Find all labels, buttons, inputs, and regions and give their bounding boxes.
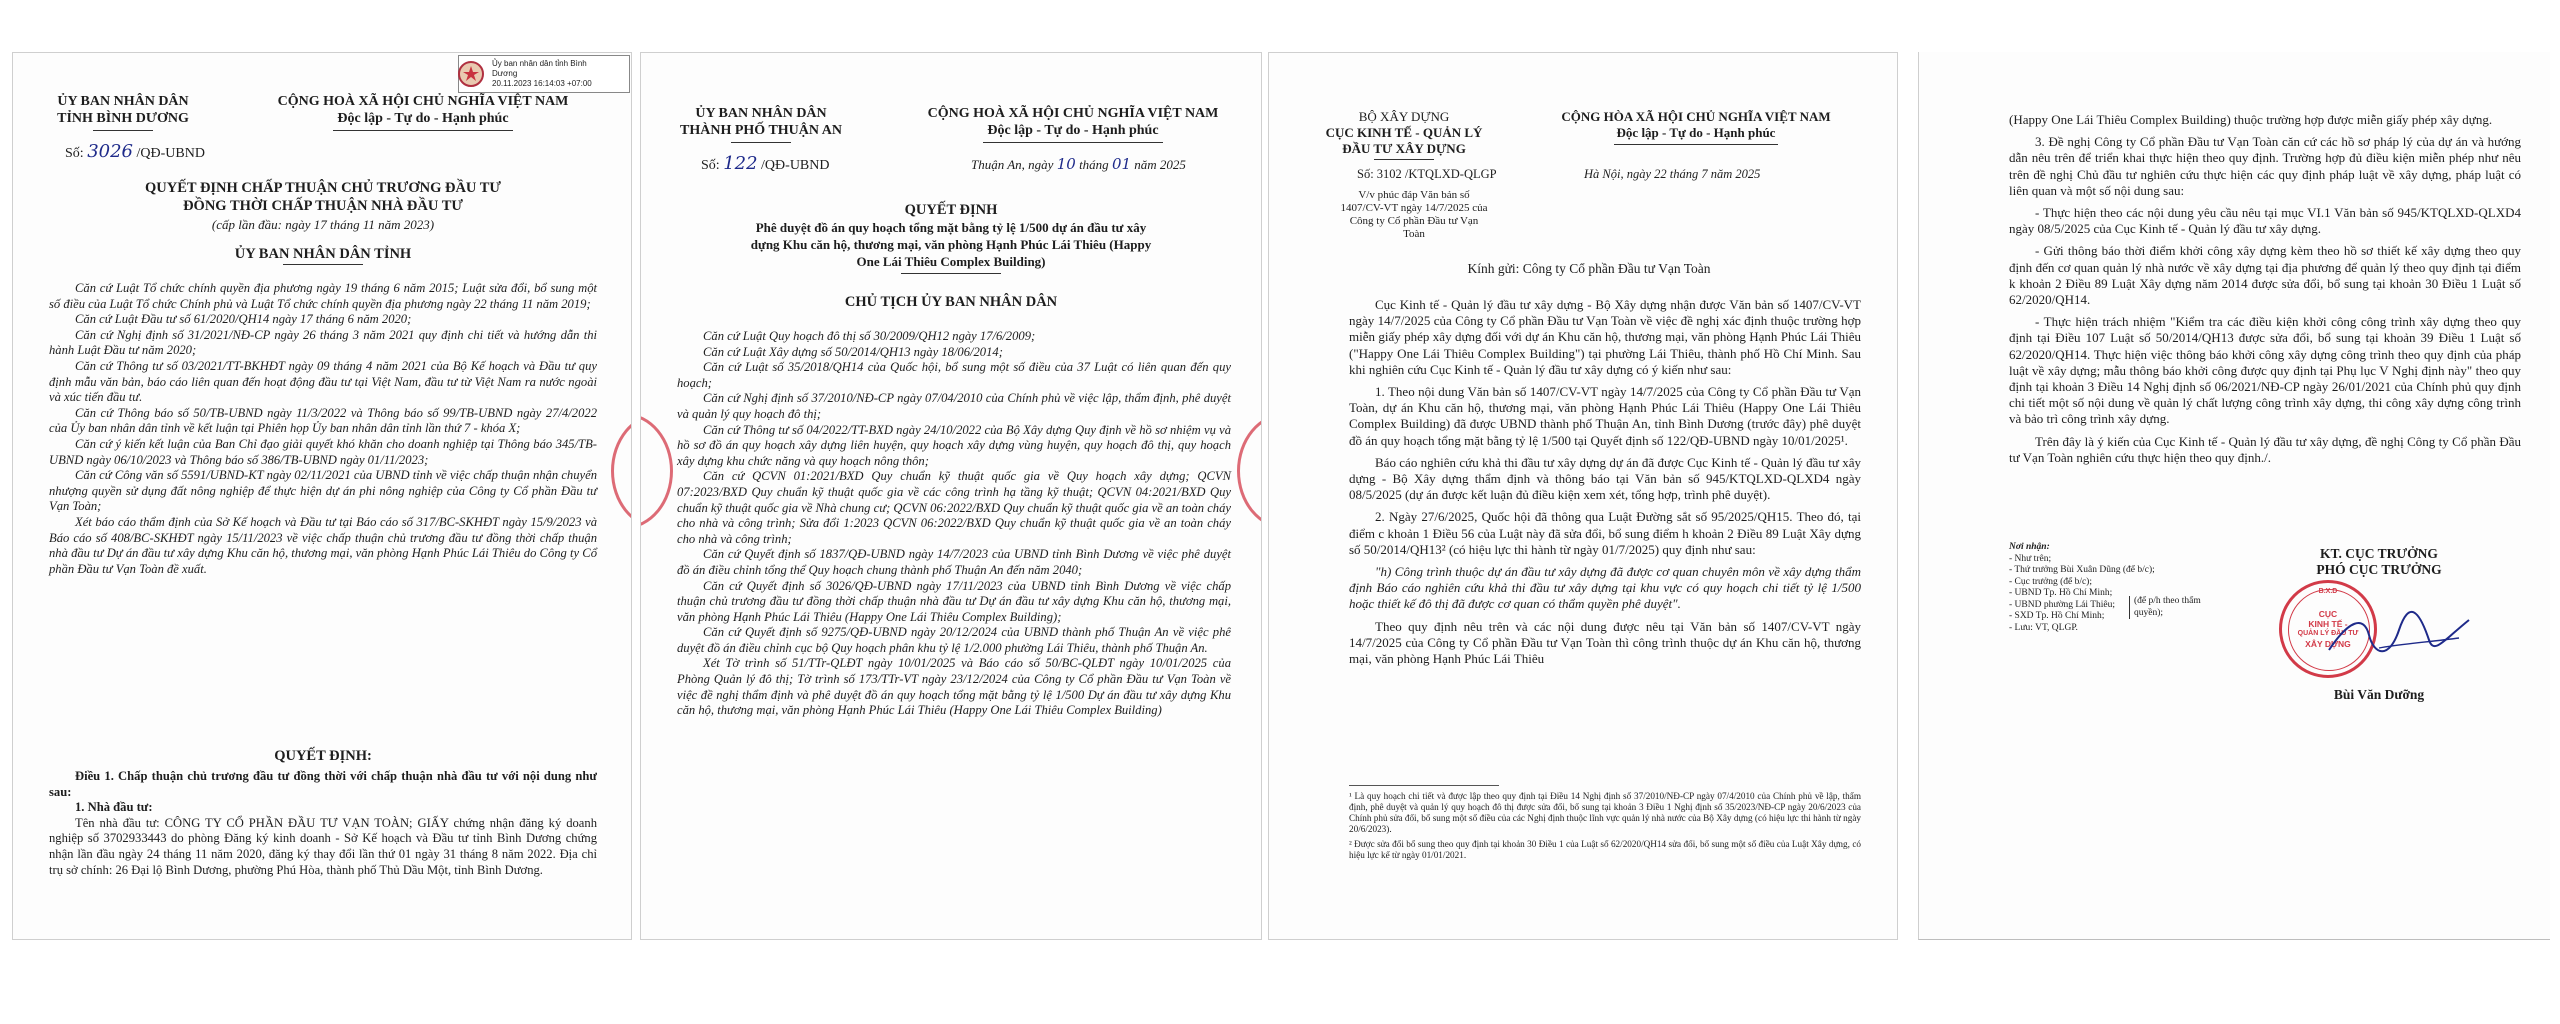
basis-paragraph: Căn cứ Luật Xây dựng số 50/2014/QH13 ngày 18/06/2014; xyxy=(703,344,1003,359)
authority-heading: ỦY BAN NHÂN DÂN TỈNH xyxy=(234,246,412,262)
issuer-header xyxy=(1309,109,1499,157)
basis-paragraph: Căn cứ Thông tư số 04/2022/TT-BXD ngày 24/10/2022 của Bộ Xây dựng Quy định về hồ sơ nhiệm vụ và hồ sơ đồ án quy hoạch xây dựng liên huyện, quy hoạch xây dựng vùng huyện, quy hoạch đô thị, quy hoạch xây dựng khu chức năng và quy hoạch nông thôn; xyxy=(677,422,1231,468)
investor-details: Tên nhà đầu tư: CÔNG TY CỔ PHẦN ĐẦU TƯ VẠN TOÀN; GIẤY chứng nhận đăng ký doanh nghiệp số 3702933443 do phòng Đăng ký kinh doanh - Sở Kế hoạch và Đầu tư tỉnh Bình Dương chứng nhận lần đầu ngày 24 tháng 11 năm 2020, đăng ký thay đổi lần thứ 01 ngày 31 tháng 8 năm 2022. Địa chỉ trụ sở chính: 26 Đại lộ Bình Dương, phường Phú Hòa, thành phố Thủ Dầu Một, tỉnh Bình Dương. xyxy=(49,815,597,877)
letter-body-continued xyxy=(2009,112,2521,466)
body-paragraph: Cục Kinh tế - Quản lý đầu tư xây dựng - Bộ Xây dựng nhận được Văn bản số 1407/CV-VT ngày 14/7/2025 của Công ty Cổ phần Đầu tư Vạn Toàn về việc đề nghị xác định thuộc trường hợp miễn giấy phép xây dựng đối với dự án Khu căn hộ, thương mại, văn phòng Hạnh Phúc Lái Thiêu ("Happy One Lái Thiêu Complex Building") tại phường Lái Thiêu, thành phố Hồ Chí Minh. Sau khi nghiên cứu Cục Kinh tế - Quản lý đầu tư xây dựng có ý kiến như sau: xyxy=(1349,297,1861,377)
stamp-text-line: CỤC xyxy=(2318,609,2338,619)
basis-paragraph: Căn cứ Luật số 35/2018/QH14 của Quốc hội, bổ sung một số điều của 37 Luật có liên quan đến quy hoạch; xyxy=(677,360,1231,390)
body-paragraph: (Happy One Lái Thiêu Complex Building) thuộc trường hợp được miễn giấy phép xây dựng. xyxy=(2009,112,2493,127)
decision-title-line-2: ĐỒNG THỜI CHẤP THUẬN NHÀ ĐẦU TƯ xyxy=(183,198,463,214)
basis-paragraph: Căn cứ Luật Tổ chức chính quyền địa phương ngày 19 tháng 6 năm 2015; Luật sửa đổi, bổ sung một số điều của Luật Tổ chức Chính phủ và Luật Tổ chức chính quyền địa phương ngày 22 tháng 11 năm 2019; xyxy=(49,281,597,311)
national-motto: Độc lập - Tự do - Hạnh phúc xyxy=(1616,125,1776,140)
stamp-text-line: KINH TẾ - xyxy=(2308,619,2348,629)
decision-title xyxy=(73,179,573,215)
authority-heading: CHỦ TỊCH ỦY BAN NHÂN DÂN xyxy=(844,294,1058,310)
nation-name: CỘNG HÒA XÃ HỘI CHỦ NGHĨA VIỆT NAM xyxy=(1561,109,1831,124)
number-handwritten: 3026 xyxy=(87,141,133,162)
signature-line-1: Ủy ban nhân dân tỉnh Bình xyxy=(492,59,587,68)
article-1-heading: Điều 1. Chấp thuận chủ trương đầu tư đồng thời với chấp thuận nhà đầu tư với nội dung như sau: xyxy=(49,769,597,799)
recipient-item: - SXD Tp. Hồ Chí Minh; xyxy=(2009,611,2105,621)
document-page-1 xyxy=(12,52,632,940)
basis-paragraph: Xét Tờ trình số 51/TTr-QLĐT ngày 10/01/2025 và Báo cáo số 50/BC-QLĐT ngày 10/01/2025 của Phòng Quản lý đô thị; Tờ trình số 173/TTr-VT ngày 23/12/2024 của Công ty Cổ phần Đầu tư Vạn Toàn về việc đề nghị thẩm định và phê duyệt đồ án quy hoạch tổng mặt bằng tỷ lệ 1/500 Dự án đầu tư xây dựng Khu căn hộ, thương mại, văn phòng Hạnh Phúc Lái Thiêu (Happy One Lái Thiêu Complex Building) xyxy=(677,656,1231,718)
signature-title-line-1: KT. CỤC TRƯỞNG xyxy=(2320,546,2438,561)
signature-title-line-2: PHÓ CỤC TRƯỞNG xyxy=(2316,562,2442,577)
basis-paragraph: Căn cứ ý kiến kết luận của Ban Chỉ đạo giải quyết khó khăn cho doanh nghiệp tại Thông báo 345/TB-UBND ngày 06/10/2023 và Thông báo số 386/TB-UBND ngày 01/11/2023; xyxy=(49,436,597,467)
decision-title: QUYẾT ĐỊNH xyxy=(904,202,998,218)
recipient-item: - UBND Tp. Hồ Chí Minh; xyxy=(2009,588,2113,598)
body-paragraph: Trên đây là ý kiến của Cục Kinh tế - Quản lý đầu tư xây dựng, đề nghị Công ty Cổ phần Đầu tư Vạn Toàn nghiên cứu thực hiện theo quy định./. xyxy=(2009,433,2521,465)
signature-title xyxy=(2259,546,2499,578)
motto-underline xyxy=(1614,144,1778,145)
issuer-line-1: ỦY BAN NHÂN DÂN xyxy=(57,94,189,109)
issuer-line-2: THÀNH PHỐ THUẬN AN xyxy=(680,123,842,138)
date-month: 01 xyxy=(1111,155,1132,173)
document-number xyxy=(65,141,205,162)
reference-subject: V/v phúc đáp Văn bản số 1407/CV-VT ngày 14/7/2025 của Công ty Cổ phần Đầu tư Vạn Toàn xyxy=(1340,189,1488,240)
issuer-line-1: ỦY BAN NHÂN DÂN xyxy=(695,106,827,121)
motto-underline xyxy=(983,142,1163,143)
recipient-line: Kính gửi: Công ty Cổ phần Đầu tư Vạn Toàn xyxy=(1467,261,1711,276)
ministry-name: BỘ XÂY DỰNG xyxy=(1358,109,1450,124)
recipients-block xyxy=(2009,542,2229,634)
handwritten-signature-icon xyxy=(2319,600,2479,670)
date-place: Thuận An, ngày xyxy=(971,157,1054,172)
subject-underline xyxy=(901,273,1001,274)
document-number: Số: 3102 /KTQLXD-QLGP xyxy=(1357,167,1497,181)
emblem-icon xyxy=(457,60,485,88)
basis-paragraph: Căn cứ Thông tư số 03/2021/TT-BKHĐT ngày 09 tháng 4 năm 2021 của Bộ Kế hoạch và Đầu tư quy định mẫu văn bản, báo cáo liên quan đến hoạt động đầu tư tại Việt Nam, đầu tư từ Việt Nam ra nước ngoài và xúc tiến đầu tư. xyxy=(49,358,597,405)
body-paragraph: Báo cáo nghiên cứu khả thi đầu tư xây dựng dự án đã được Cục Kinh tế - Quản lý đầu tư xây dựng - Bộ Xây dựng thẩm định và thông báo tại Văn bản số 945/KTQLXD-QLXD4 ngày 08/5/2025 (dự án được kết luận đủ điều kiện xem xét, tổng hợp, trình phê duyệt). xyxy=(1349,454,1861,503)
footnote-1: ¹ Là quy hoạch chi tiết và được lập theo quy định tại Điều 14 Nghị định số 37/2010/NĐ-CP ngày 07/4/2010 của Chính phủ về lập, thẩm định, phê duyệt và quản lý quy hoạch đô thị được sửa đổi, bổ sung tại khoản 3 Điều 1 Nghị định số 35/2023/NĐ-CP ngày 20/6/2023 của Chính phủ sửa đổi, bổ sung một số điều của các Nghị định thuộc lĩnh vực quản lý nhà nước của Bộ Xây dựng (có hiệu lực thi hành từ ngày 20/6/2023). xyxy=(1349,791,1861,834)
issuer-header xyxy=(661,105,861,139)
body-paragraph: 1. Theo nội dung Văn bản số 1407/CV-VT ngày 14/7/2025 của Công ty Cổ phần Đầu tư Vạn Toàn, dự án Khu căn hộ, thương mại, văn phòng Hạnh Phúc Lái Thiêu (Happy One Lái Thiêu Complex Building) đã được UBND thành phố Thuận An, tỉnh Bình Dương (trước đây) phê duyệt đồ án quy hoạch tổng mặt bằng tỷ lệ 1/500 tại Quyết định số 122/QĐ-UBND ngày 10/01/2025¹. xyxy=(1349,384,1861,448)
signature-line-2: Dương xyxy=(492,69,518,78)
document-date xyxy=(971,155,1186,173)
header-underline xyxy=(93,130,153,131)
body-paragraph: 3. Đề nghị Công ty Cổ phần Đầu tư Vạn Toàn căn cứ các hồ sơ pháp lý của dự án và hướng dẫn nêu trên để triển khai thực hiện theo quy định. Trường hợp đủ điều kiện miễn phép như nêu trên đề nghị Chủ đầu tư nghiên cứu thực hiện các quy định pháp luật về xây dựng, pháp luật có liên quan và một số nội dung sau: xyxy=(2009,134,2521,198)
national-header xyxy=(903,105,1243,139)
legal-basis-list xyxy=(677,329,1231,719)
recipient-item: - Thứ trưởng Bùi Xuân Dũng (để b/c); xyxy=(2009,565,2155,575)
body-paragraph: 2. Ngày 27/6/2025, Quốc hội đã thông qua Luật Đường sắt số 95/2025/QH15. Theo đó, tại điểm c khoản 1 Điều 56 của Luật này đã sửa đổi, bổ sung điểm h khoản 2 Điều 89 Luật Xây dựng số 50/2014/QH13² (có hiệu lực thi hành từ ngày 01/7/2025) quy định như sau: xyxy=(1349,509,1861,557)
issuer-line-2: TỈNH BÌNH DƯƠNG xyxy=(57,111,189,126)
decide-heading: QUYẾT ĐỊNH: xyxy=(274,748,372,764)
number-handwritten: 122 xyxy=(723,153,758,174)
date-day: 10 xyxy=(1056,155,1076,173)
stamp-text-line: QUẢN LÝ ĐẦU TƯ xyxy=(2297,630,2359,637)
document-page-2 xyxy=(640,52,1262,940)
issuer-line-2: ĐẦU TƯ XÂY DỰNG xyxy=(1342,141,1466,156)
legal-basis-list xyxy=(49,281,597,577)
letter-body xyxy=(1349,297,1861,667)
red-stamp-edge xyxy=(611,413,632,529)
recipients-note: (để p/h theo thẩm quyền); xyxy=(2129,596,2204,619)
basis-paragraph: Căn cứ Quyết định số 9275/QĐ-UBND ngày 20/12/2024 của UBND thành phố Thuận An về việc phê duyệt đồ án điều chỉnh cục bộ Quy hoạch phân khu tỷ lệ 1/2.000 phường Lái Thiêu, thành phố Thuận An. xyxy=(677,625,1231,655)
issue-date: (cấp lần đầu: ngày 17 tháng 11 năm 2023) xyxy=(211,217,435,232)
red-stamp-edge xyxy=(640,413,673,529)
number-suffix: /QĐ-UBND xyxy=(761,158,830,173)
basis-paragraph: Căn cứ Quyết định số 1837/QĐ-UBND ngày 14/7/2023 của UBND tỉnh Bình Dương về việc phê duyệt đồ án điều chỉnh tổng thể Quy hoạch chung thành phố Thuận An đến năm 2040; xyxy=(677,547,1231,577)
issuer-header xyxy=(33,93,213,127)
number-prefix: Số: xyxy=(701,158,720,173)
red-stamp-edge xyxy=(1237,413,1262,529)
basis-paragraph: Căn cứ Luật Quy hoạch đô thị số 30/2009/QH12 ngày 17/6/2009; xyxy=(703,329,1036,343)
date-month-label: tháng xyxy=(1079,157,1109,172)
nation-name: CỘNG HOÀ XÃ HỘI CHỦ NGHĨA VIỆT NAM xyxy=(927,106,1219,121)
motto-underline xyxy=(333,130,513,131)
stamp-top-text: B.X.D xyxy=(2318,588,2338,595)
body-paragraph: Theo quy định nêu trên và các nội dung được nêu tại Văn bản số 1407/CV-VT ngày 14/7/2025 của Công ty Cổ phần Đầu tư Vạn Toàn thì công trình thuộc dự án Khu căn hộ, thương mại, văn phòng Hạnh Phúc Lái Thiêu xyxy=(1349,618,1861,667)
number-suffix: /QĐ-UBND xyxy=(136,146,205,161)
issuer-line-1: CỤC KINH TẾ - QUẢN LÝ xyxy=(1325,125,1483,140)
signature-timestamp: 20.11.2023 16:14:03 +07:00 xyxy=(492,79,592,88)
basis-paragraph: Căn cứ Công văn số 5591/UBND-KT ngày 02/11/2021 của UBND tỉnh về việc chấp thuận nhận chuyển nhượng quyền sử dụng đất nông nghiệp để thực hiện dự án phi nông nghiệp của Công ty Cổ phần Đầu tư Vạn Toàn; xyxy=(49,468,597,514)
document-page-4 xyxy=(1918,52,2550,940)
header-underline xyxy=(731,142,791,143)
footnotes xyxy=(1349,791,1861,861)
footnote-2: ² Được sửa đổi bổ sung theo quy định tại khoản 30 Điều 1 của Luật số 62/2020/QH14 sửa đổi, bổ sung một số điều của Luật Xây dựng, có hiệu lực kể từ ngày 01/01/2021. xyxy=(1349,839,1861,860)
national-motto: Độc lập - Tự do - Hạnh phúc xyxy=(987,123,1159,138)
body-paragraph: - Thực hiện trách nhiệm "Kiểm tra các điều kiện khởi công công trình xây dựng theo quy định tại Điều 107 Luật số 50/2014/QH13 được sửa đổi, bổ sung tại khoản 39 Điều 1 Luật số 62/2020/QH14. Thực hiện việc thông báo khởi công xây dựng công trình theo quy định của pháp luật về xây dựng; mẫu thông báo khởi công được quy định tại Phụ lục V Nghị định này" theo quy định tại khoản 3 Điều 14 Nghị định số 06/2021/NĐ-CP ngày 26/01/2021 của Chính phủ quy định chi tiết một số nội dung về quản lý chất lượng công trình xây dựng, thi công xây dựng công trình và bảo trì công trình xây dựng. xyxy=(2009,314,2521,427)
basis-paragraph: Căn cứ Luật Đầu tư số 61/2020/QH14 ngày 17 tháng 6 năm 2020; xyxy=(75,312,412,327)
body-paragraph: - Thực hiện theo các nội dung yêu cầu nêu tại mục VI.1 Văn bản số 945/KTQLXD-QLXD4 ngày 08/5/2025 của Cục Kinh tế - Quản lý đầu tư xây dựng. xyxy=(2009,205,2521,237)
body-paragraph: - Gửi thông báo thời điểm khởi công xây dựng kèm theo hồ sơ thiết kế xây dựng theo quy định đến cơ quan quản lý nhà nước về xây dựng tại địa phương để quản lý theo quy định tại điểm k khoản 2 Điều 89 Luật Xây dựng năm 2014 được sửa đổi, bổ sung tại khoản 30 Điều 1 Luật số 62/2020/QH14. xyxy=(2009,243,2521,308)
authority-underline xyxy=(283,264,363,265)
document-number xyxy=(701,153,830,174)
national-motto: Độc lập - Tự do - Hạnh phúc xyxy=(337,111,509,126)
date-year: năm 2025 xyxy=(1134,157,1186,172)
number-prefix: Số: xyxy=(65,146,84,161)
basis-paragraph: Căn cứ Quyết định số 3026/QĐ-UBND ngày 17/11/2023 của UBND tỉnh Bình Dương về việc chấp thuận chủ trương đầu tư đồng thời chấp thuận nhà đầu tư Dự án đầu tư xây dựng Khu căn hộ, thương mại, văn phòng Hạnh Phúc Lái Thiêu (Happy One Lái Thiêu Complex Building); xyxy=(677,578,1231,624)
national-header xyxy=(1531,109,1861,141)
header-underline xyxy=(1374,159,1434,160)
quoted-regulation: "h) Công trình thuộc dự án đầu tư xây dựng đã được cơ quan chuyên môn về xây dựng thẩm định Báo cáo nghiên cứu khả thi đầu tư xây dựng tại khu vực có quy hoạch chi tiết tỷ lệ 1/500 hoặc thiết kế đô thị đã được cơ quan có thẩm quyền phê duyệt". xyxy=(1349,564,1861,612)
recipient-item: - Lưu: VT, QLGP. xyxy=(2009,622,2078,633)
stamp-text-line: XÂY DỰNG xyxy=(2305,639,2351,649)
basis-paragraph: Xét báo cáo thẩm định của Sở Kế hoạch và Đầu tư tại Báo cáo số 317/BC-SKHĐT ngày 15/9/2023 và Báo cáo số 408/BC-SKHĐT ngày 15/11/2023 về việc chấp thuận chủ trương đầu tư đồng thời chấp thuận nhà đầu tư Dự án đầu tư xây dựng Khu căn hộ, thương mại, văn phòng Hạnh Phúc Lái Thiêu do Công ty Cổ phần Đầu tư Vạn Toàn đề xuất. xyxy=(49,514,597,576)
article-1 xyxy=(49,769,597,878)
recipient-item: - Cục trưởng (để b/c); xyxy=(2009,576,2092,587)
basis-paragraph: Căn cứ Nghị định số 31/2021/NĐ-CP ngày 26 tháng 3 năm 2021 quy định chi tiết và hướng dẫn thi hành Luật Đầu tư năm 2020; xyxy=(49,327,597,358)
decision-title-line-1: QUYẾT ĐỊNH CHẤP THUẬN CHỦ TRƯƠNG ĐẦU TƯ xyxy=(145,180,501,196)
recipients-heading: Nơi nhận: xyxy=(2009,542,2050,552)
document-page-3 xyxy=(1268,52,1898,940)
national-header xyxy=(253,93,593,127)
basis-paragraph: Căn cứ Thông báo số 50/TB-UBND ngày 11/3/2022 và Thông báo số 99/TB-UBND ngày 27/4/2022 của Ủy ban nhân dân tỉnh về kết luận tại Phiên họp Ủy ban nhân dân tỉnh lần thứ 7 - khóa X; xyxy=(49,405,597,436)
footnote-separator xyxy=(1349,785,1499,786)
signer-name: Bùi Văn Dưỡng xyxy=(2333,687,2425,702)
basis-paragraph: Căn cứ Nghị định số 37/2010/NĐ-CP ngày 07/04/2010 của Chính phủ về việc lập, thẩm định, phê duyệt và quản lý quy hoạch đô thị; xyxy=(677,391,1231,421)
basis-paragraph: Căn cứ QCVN 01:2021/BXD Quy chuẩn kỹ thuật quốc gia về Quy hoạch xây dựng; QCVN 07:2023/BXD Quy chuẩn kỹ thuật quốc gia về các công trình hạ tầng kỹ thuật; QCVN 04:2021/BXD Quy chuẩn kỹ thuật quốc gia về Nhà chung cư; QCVN 06:2022/BXD Quy chuẩn kỹ thuật quốc gia về an toàn cháy cho nhà và công trình; Sửa đổi 1:2023 QCVN 06:2022/BXD Quy chuẩn kỹ thuật quốc gia về an toàn cháy cho nhà và công trình; xyxy=(677,469,1231,546)
nation-name: CỘNG HOÀ XÃ HỘI CHỦ NGHĨA VIỆT NAM xyxy=(277,94,569,109)
recipient-item: - UBND phường Lái Thiêu; xyxy=(2009,599,2116,610)
investor-heading: 1. Nhà đầu tư: xyxy=(75,800,153,815)
digital-signature-box xyxy=(458,55,630,93)
decision-subject: Phê duyệt đồ án quy hoạch tổng mặt bằng tỷ lệ 1/500 dự án đầu tư xây dựng Khu căn hộ, thương mại, văn phòng Hạnh Phúc Lái Thiêu (Happy One Lái Thiêu Complex Building) xyxy=(750,220,1152,269)
recipient-item: - Như trên; xyxy=(2009,553,2052,564)
document-date: Hà Nội, ngày 22 tháng 7 năm 2025 xyxy=(1584,167,1761,181)
